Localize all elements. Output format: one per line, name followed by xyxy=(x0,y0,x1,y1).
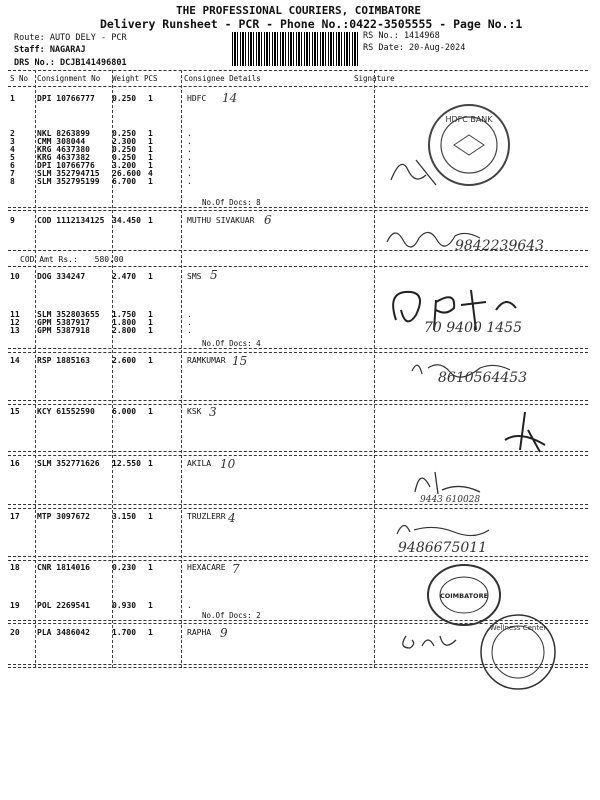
row-consignment: KCY 61552590 xyxy=(37,407,95,416)
row-consignee: TRUZLERR xyxy=(187,512,226,521)
row-consignee: HDFC xyxy=(187,94,207,103)
row-weight: 12.550 xyxy=(112,459,141,468)
hdfc-stamp-text: HDFC BANK xyxy=(445,115,493,124)
row-weight: 0.250 xyxy=(112,153,137,162)
signature-17 xyxy=(394,516,494,541)
signature-1 xyxy=(386,150,446,190)
row-sno: 13 xyxy=(10,326,20,335)
row-sno: 19 xyxy=(10,601,20,610)
col-pcs: PCS xyxy=(144,74,158,83)
col-sno: S No xyxy=(10,74,29,83)
row-consignee: . xyxy=(187,318,192,327)
row-consignment: POL 2269541 xyxy=(37,601,90,610)
row-consignment: DPI 10766777 xyxy=(37,94,95,103)
row-consignee: . xyxy=(187,145,192,154)
pharma-stamp-text: COIMBATORE xyxy=(439,592,489,600)
row-pcs: 1 xyxy=(148,628,153,637)
row-consignee: AKILA xyxy=(187,459,212,468)
row-weight: 2.600 xyxy=(112,356,137,365)
col-consignee: Consignee Details xyxy=(184,74,261,83)
row-pcs: 1 xyxy=(148,512,153,521)
hw-count-18: 7 xyxy=(232,562,240,576)
row-weight: 34.450 xyxy=(112,216,141,225)
row-pcs: 1 xyxy=(148,563,153,572)
row-pcs: 4 xyxy=(148,169,153,178)
row-pcs: 1 xyxy=(148,326,153,335)
staff-label: Staff: NAGARAJ xyxy=(14,45,86,55)
col-signature: Signature xyxy=(354,74,395,83)
row-pcs: 1 xyxy=(148,272,153,281)
row-consignment: COD 1112134125 xyxy=(37,216,105,225)
row-weight: 26.600 xyxy=(112,169,141,178)
row-consignment: SLM 352794715 xyxy=(37,169,100,178)
docs-count-3: No.Of Docs: 2 xyxy=(202,611,261,620)
row-consignment: PLA 3486042 xyxy=(37,628,90,637)
row-pcs: 1 xyxy=(148,137,153,146)
row-sno: 15 xyxy=(10,407,20,416)
runsheet-title: THE PROFESSIONAL COURIERS, COIMBATORE xyxy=(176,4,422,17)
rs-date: RS Date: 20-Aug-2024 xyxy=(363,43,466,53)
row-consignee: . xyxy=(187,177,192,186)
row-pcs: 1 xyxy=(148,94,153,103)
row-sno: 11 xyxy=(10,310,20,319)
row-sno: 8 xyxy=(10,177,15,186)
row-consignee: RAMKUMAR xyxy=(187,356,226,365)
row-consignee: . xyxy=(187,601,192,610)
signature-17-phone: 9486675011 xyxy=(398,540,488,556)
wellness-stamp-text: Wellness Center xyxy=(489,624,547,632)
drs-number: DRS No.: DCJB141496801 xyxy=(14,58,127,68)
row-pcs: 1 xyxy=(148,601,153,610)
row-sno: 6 xyxy=(10,161,15,170)
row-consignee: KSK xyxy=(187,407,202,416)
row-sno: 14 xyxy=(10,356,20,365)
row-weight: 3.200 xyxy=(112,161,137,170)
row-consignee: SMS xyxy=(187,272,202,281)
row-pcs: 1 xyxy=(148,129,153,138)
runsheet-subtitle: Delivery Runsheet - PCR - Phone No.:0422-3505555 - Page No.:1 xyxy=(100,17,523,31)
row-pcs: 1 xyxy=(148,177,153,186)
row-pcs: 1 xyxy=(148,145,153,154)
row-weight: 3.150 xyxy=(112,512,137,521)
row-sno: 2 xyxy=(10,129,15,138)
hw-count-17: 4 xyxy=(228,511,236,525)
route-label: Route: AUTO DELY - PCR xyxy=(14,33,127,43)
row-weight: 1.700 xyxy=(112,628,137,637)
row-sno: 18 xyxy=(10,563,20,572)
row-pcs: 1 xyxy=(148,310,153,319)
row-pcs: 1 xyxy=(148,216,153,225)
row-weight: 0.250 xyxy=(112,129,137,138)
rs-number: RS No.: 1414968 xyxy=(363,31,440,41)
cod-value: 580.00 xyxy=(94,255,124,264)
row-sno: 1 xyxy=(10,94,15,103)
row-sno: 7 xyxy=(10,169,15,178)
row-consignment: GPM 5387918 xyxy=(37,326,90,335)
row-consignment: CNR 1814016 xyxy=(37,563,90,572)
signature-10-phone: 70 9400 1455 xyxy=(424,320,522,336)
row-consignment: NKL 8263899 xyxy=(37,129,90,138)
row-weight: 1.800 xyxy=(112,318,137,327)
docs-count-1: No.Of Docs: 8 xyxy=(202,198,261,207)
row-weight: 2.470 xyxy=(112,272,137,281)
row-consignee: . xyxy=(187,310,192,319)
row-consignment: DOG 334247 xyxy=(37,272,86,281)
row-consignment: SLM 352795199 xyxy=(37,177,100,186)
row-weight: 0.250 xyxy=(112,145,137,154)
row-consignee: . xyxy=(187,169,192,178)
row-pcs: 1 xyxy=(148,356,153,365)
hw-count-20: 9 xyxy=(220,626,228,640)
col-weight: Weight xyxy=(112,74,140,83)
row-sno: 4 xyxy=(10,145,15,154)
signature-20 xyxy=(398,628,468,653)
row-consignment: KRG 4637380 xyxy=(37,145,90,154)
row-consignment: DPI 10766776 xyxy=(37,161,95,170)
row-consignee: . xyxy=(187,161,192,170)
row-weight: 2.300 xyxy=(112,137,137,146)
row-pcs: 1 xyxy=(148,318,153,327)
docs-count-2: No.Of Docs: 4 xyxy=(202,339,261,348)
row-pcs: 1 xyxy=(148,161,153,170)
hw-count-15: 3 xyxy=(209,405,217,419)
table-header xyxy=(0,74,600,86)
row-weight: 1.750 xyxy=(112,310,137,319)
barcode-image xyxy=(232,32,358,66)
table-row xyxy=(0,563,600,575)
row-consignment: SLM 352771626 xyxy=(37,459,100,468)
row-consignee: HEXACARE xyxy=(187,563,226,572)
hw-count-16: 10 xyxy=(220,457,236,471)
row-consignee: . xyxy=(187,326,192,335)
col-consignment: Consignment No xyxy=(37,74,101,83)
row-weight: 6.000 xyxy=(112,407,137,416)
row-weight: 0.250 xyxy=(112,94,137,103)
hw-count-14: 15 xyxy=(232,354,248,368)
row-sno: 5 xyxy=(10,153,15,162)
signature-9-phone: 9842239643 xyxy=(455,238,545,254)
row-weight: 6.700 xyxy=(112,177,137,186)
row-sno: 17 xyxy=(10,512,20,521)
row-sno: 12 xyxy=(10,318,20,327)
hw-count-10: 5 xyxy=(210,268,218,282)
row-weight: 0.930 xyxy=(112,601,137,610)
row-pcs: 1 xyxy=(148,407,153,416)
row-consignment: KRG 4637382 xyxy=(37,153,90,162)
signature-16-phone: 9443 610028 xyxy=(420,495,481,505)
row-pcs: 1 xyxy=(148,153,153,162)
row-consignee: . xyxy=(187,153,192,162)
signature-14-phone: 8610564453 xyxy=(438,370,528,386)
row-sno: 3 xyxy=(10,137,15,146)
row-consignee: RAPHA xyxy=(187,628,212,637)
row-consignment: RSP 1885163 xyxy=(37,356,90,365)
cod-amount xyxy=(20,255,124,264)
row-consignee: . xyxy=(187,129,192,138)
row-consignee: MUTHU SIVAKUAR xyxy=(187,216,255,225)
row-consignee: . xyxy=(187,137,192,146)
row-consignment: GPM 5387917 xyxy=(37,318,90,327)
cod-label: COD Amt Rs.: xyxy=(20,255,78,264)
row-sno: 9 xyxy=(10,216,15,225)
table-row xyxy=(0,512,600,524)
wellness-stamp xyxy=(478,612,558,692)
row-weight: 0.230 xyxy=(112,563,137,572)
row-weight: 2.800 xyxy=(112,326,137,335)
row-sno: 10 xyxy=(10,272,20,281)
row-consignment: MTP 3097672 xyxy=(37,512,90,521)
signature-15 xyxy=(500,410,550,455)
hw-count-9: 6 xyxy=(264,213,272,227)
row-sno: 20 xyxy=(10,628,20,637)
row-consignment: SLM 352803655 xyxy=(37,310,100,319)
row-pcs: 1 xyxy=(148,459,153,468)
row-consignment: CMM 308044 xyxy=(37,137,86,146)
hw-count-1: 14 xyxy=(222,91,238,105)
table-row xyxy=(0,459,600,471)
row-sno: 16 xyxy=(10,459,20,468)
